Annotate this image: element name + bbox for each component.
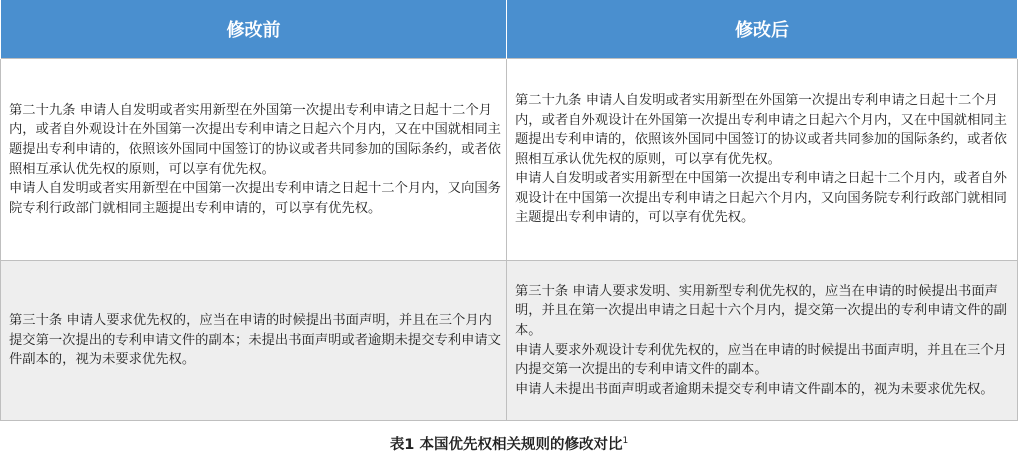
article-30-after-para-3: 申请人未提出书面声明或者逾期未提交专利申请文件副本的，视为未要求优先权。 [515,381,994,397]
article-30-after-para-1: 第三十条 申请人要求发明、实用新型专利优先权的，应当在申请的时候提出书面声明，并且在第一次提出申请之日起十六个月内，提交第一次提出的专利申请文件的副本。 [515,283,1007,338]
table-row [1,261,1018,421]
article-29-before-cell [1,59,507,261]
header-after: 修改后 [507,0,1018,59]
article-29-before-para-1: 第二十九条 申请人自发明或者实用新型在外国第一次提出专利申请之日起十二个月内，或者自外观设计在外国第一次提出专利申请之日起六个月内，又在中国就相同主题提出专利申请的，依照该外国同中国签订的协议或者共同参加的国际条约，或者依照相互承认优先权的原则，可以享有优先权。 [9,102,501,177]
article-29-after-para-2: 申请人自发明或者实用新型在中国第一次提出专利申请之日起十二个月内，或者自外观设计在中国第一次提出专利申请之日起六个月内，又向国务院专利行政部门就相同主题提出专利申请的，可以享有优先权。 [515,171,1007,226]
table-row [1,59,1018,261]
caption-text: 表1 本国优先权相关规则的修改对比 [389,437,623,453]
table-header-row [1,0,1018,59]
caption-footnote-marker: 1 [622,436,629,447]
article-30-before-para-1: 第三十条 申请人要求优先权的，应当在申请的时候提出书面声明，并且在三个月内提交第一次提出的专利申请文件的副本；未提出书面声明或者逾期未提交专利申请文件副本的，视为未要求优先权。 [9,313,501,368]
article-30-after-para-2: 申请人要求外观设计专利优先权的，应当在申请的时候提出书面声明，并且在三个月内提交第一次提出的专利申请文件的副本。 [515,342,1007,378]
article-29-after-cell [507,59,1018,261]
article-29-after-para-1: 第二十九条 申请人自发明或者实用新型在外国第一次提出专利申请之日起十二个月内，或者自外观设计在外国第一次提出专利申请之日起六个月内，又在中国就相同主题提出专利申请的，依照该外国同中国签订的协议或者共同参加的国际条约，或者依照相互承认优先权的原则，可以享有优先权。 [515,92,1007,167]
header-before: 修改前 [1,0,507,59]
article-29-before-para-2: 申请人自发明或者实用新型在中国第一次提出专利申请之日起十二个月内，又向国务院专利行政部门就相同主题提出专利申请的，可以享有优先权。 [9,181,501,216]
table-caption [0,433,1018,454]
article-30-before-cell [1,261,507,421]
article-30-after-cell [507,261,1018,421]
